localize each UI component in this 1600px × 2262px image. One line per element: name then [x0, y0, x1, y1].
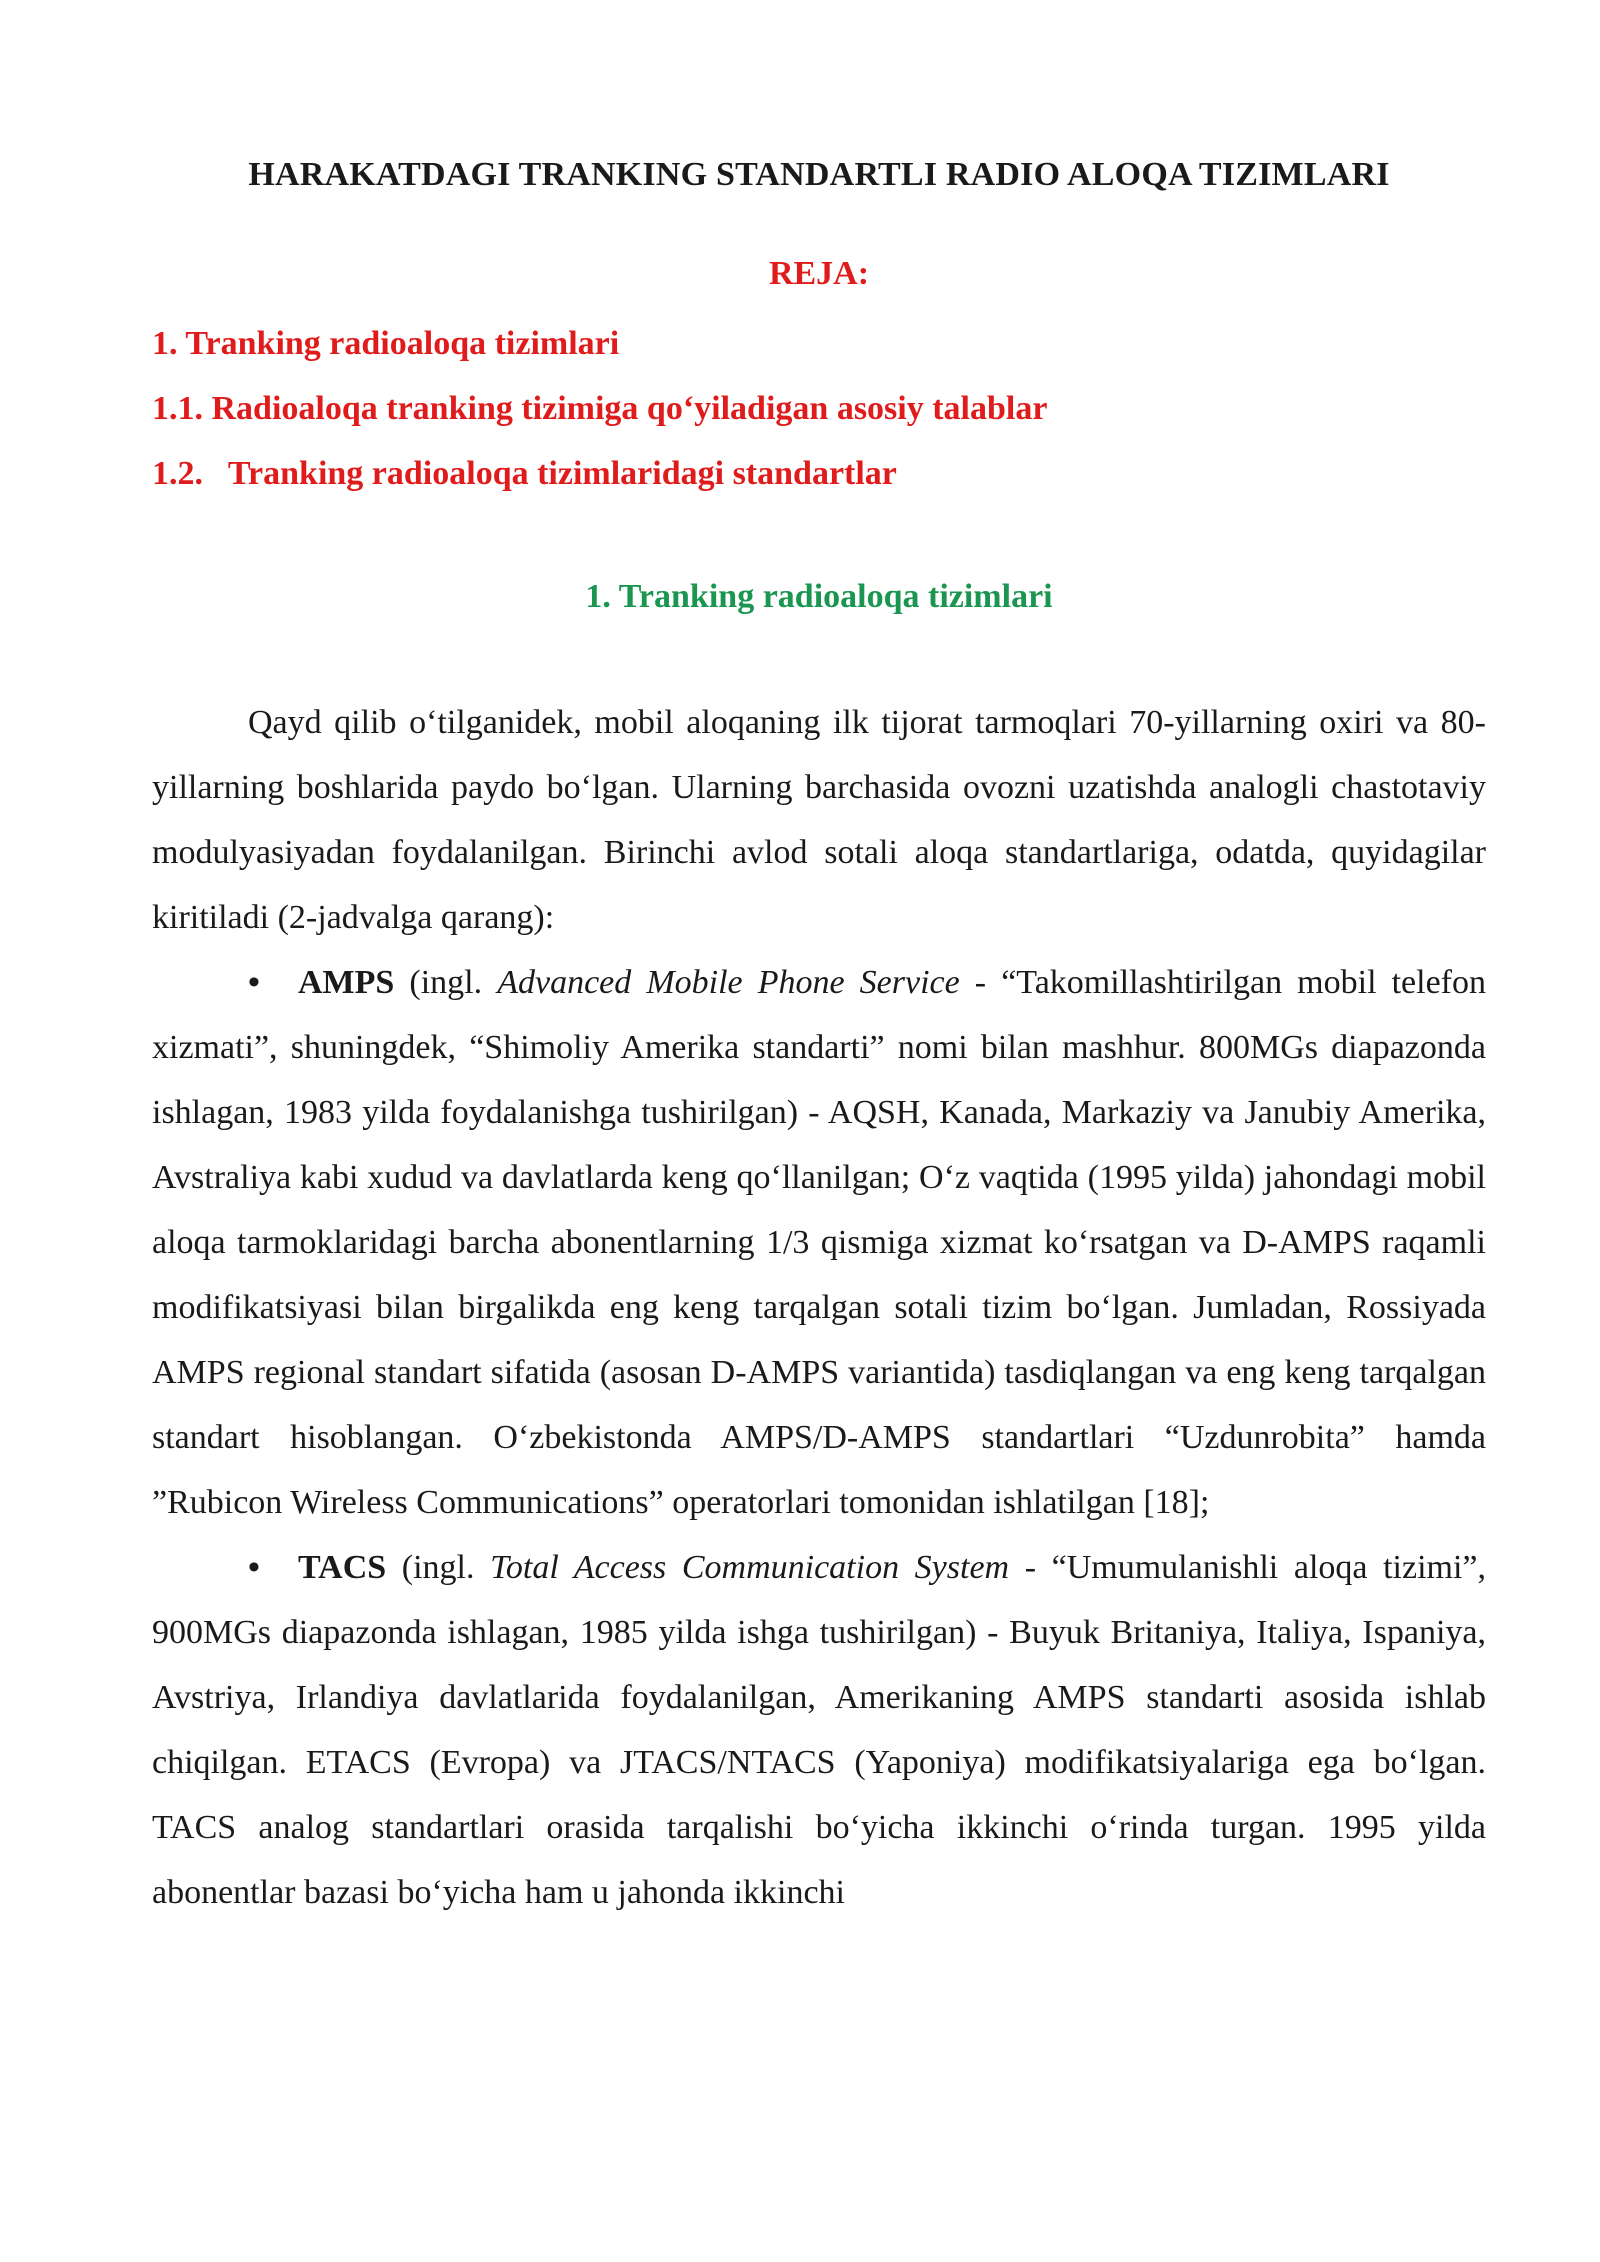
plan-item-1-1: 1.1. Radioaloqa tranking tizimiga qo‘yiladigan asosiy talablar: [152, 390, 1048, 427]
bullet-italic-term: Total Access Communication System: [490, 1549, 1010, 1586]
bullet-text: - “Takomillashtirilgan mobil telefon xizmati”, shuningdek, “Shimoliy Amerika standarti” nomi bilan mashhur. 800MGs diapazonda ishlagan, 1983 yilda foydalanishga tushirilgan) - AQSH, Kanada, Markaziy va Janubiy Amerika, Avstraliya kabi xudud va davlatlarda keng qo‘llanilgan; O‘z vaqtida (1995 yilda) jahondagi mobil aloqa tarmoklaridagi barcha abonentlarning 1/3 qismiga xizmat ko‘rsatgan va D-AMPS raqamli modifikatsiyasi bilan birgalikda eng keng tarqalgan sotali tizim bo‘lgan. Jumladan, Rossiyada AMPS regional standart sifatida (asosan D-AMPS variantida) tasdiqlangan va eng keng tarqalgan standart hisoblangan. O‘zbekistonda AMPS/D-AMPS standartlari “Uzdunrobita” hamda ”Rubicon Wireless Communications” operatorlari tomonidan ishlatilgan [18];: [152, 964, 1486, 1521]
plan-heading: REJA:: [768, 255, 870, 292]
bullet-text: - “Umumulanishli aloqa tizimi”, 900MGs diapazonda ishlagan, 1985 yilda ishga tushirilgan) - Buyuk Britaniya, Italiya, Ispaniya, Avstriya, Irlandiya davlatlarida foydalanilgan, Amerikaning AMPS standarti asosida ishlab chiqilgan. ETACS (Evropa) va JTACS/NTACS (Yaponiya) modifikatsiyalariga ega bo‘lgan. TACS analog standartlari orasida tarqalishi bo‘yicha ikkinchi o‘rinda turgan. 1995 yilda abonentlar bazasi bo‘yicha ham u jahonda ikkinchi: [152, 1549, 1486, 1911]
plan-list: [152, 311, 1486, 506]
bullet-icon: •: [248, 964, 260, 1001]
bullet-item-amps: [152, 950, 1486, 1535]
document-body: [152, 690, 1486, 1925]
document-page: [152, 148, 1486, 1925]
section-heading: 1. Tranking radioaloqa tizimlari: [585, 578, 1053, 615]
bullet-item-tacs: [152, 1535, 1486, 1925]
bullet-pre: (ingl.: [386, 1549, 491, 1586]
document-title: HARAKATDAGI TRANKING STANDARTLI RADIO ALOQA TIZIMLARI: [248, 156, 1390, 193]
bullet-pre: (ingl.: [394, 964, 498, 1001]
plan-item-1-2: 1.2. Tranking radioaloqa tizimlaridagi standartlar: [152, 455, 897, 492]
bullet-icon: •: [248, 1549, 260, 1586]
bullet-term: TACS: [298, 1549, 387, 1586]
bullet-term: AMPS: [298, 964, 395, 1001]
intro-paragraph: Qayd qilib o‘tilganidek, mobil aloqaning ilk tijorat tarmoqlari 70-yillarning oxiri va 80-yillarning boshlarida paydo bo‘lgan. Ularning barchasida ovozni uzatishda analogli chastotaviy modulyasiyadan foydalanilgan. Birinchi avlod sotali aloqa standartlariga, odatda, quyidagilar kiritiladi (2-jadvalga qarang):: [152, 704, 1486, 936]
plan-item-1: 1. Tranking radioaloqa tizimlari: [152, 325, 620, 362]
bullet-italic-term: Advanced Mobile Phone Service: [497, 964, 960, 1001]
